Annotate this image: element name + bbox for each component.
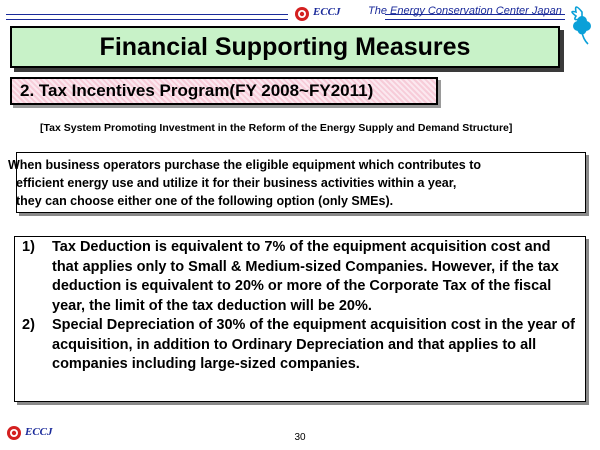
- clover-icon: [566, 2, 598, 46]
- list-item: [22, 238, 580, 316]
- item-number: 1): [22, 239, 35, 255]
- subtitle: 2. Tax Incentives Program(FY 2008~FY2011): [20, 81, 374, 100]
- organization-name: The Energy Conservation Center Japan: [368, 5, 562, 17]
- footer-logo-text: ECCJ: [25, 426, 53, 438]
- header-rule-left: [6, 14, 288, 20]
- intro-line: they can choose either one of the following option (only SMEs).: [16, 194, 394, 208]
- item-number: 2): [22, 317, 35, 333]
- subtitle-box: [10, 77, 438, 105]
- eccj-logo-icon: [294, 6, 310, 22]
- list-item: [22, 316, 580, 375]
- options-list: [22, 238, 580, 375]
- page-number: 30: [294, 432, 306, 443]
- program-note: [Tax System Promoting Investment in the Reform of the Energy Supply and Demand Structure]: [40, 122, 513, 134]
- item-text: Tax Deduction is equivalent to 7% of the equipment acquisition cost and that applies only to Small & Medium-sized Companies. However, if the tax deduction is equivalent to 20% or more of the Corporate Tax of the fiscal year, the limit of the tax deduction will be 20%.: [52, 239, 559, 314]
- intro-text: [8, 156, 588, 210]
- intro-line: efficient energy use and utilize it for their business activities within a year,: [16, 176, 457, 190]
- intro-line: When business operators purchase the eligible equipment which contributes to: [8, 158, 481, 172]
- slide-title: Financial Supporting Measures: [99, 32, 471, 61]
- item-text: Special Depreciation of 30% of the equipment acquisition cost in the year of acquisition, in addition to Ordinary Depreciation and that applies to all companies including large-sized companies.: [52, 317, 575, 372]
- slide-title-box: [10, 26, 560, 68]
- header-logo-text: ECCJ: [313, 6, 341, 18]
